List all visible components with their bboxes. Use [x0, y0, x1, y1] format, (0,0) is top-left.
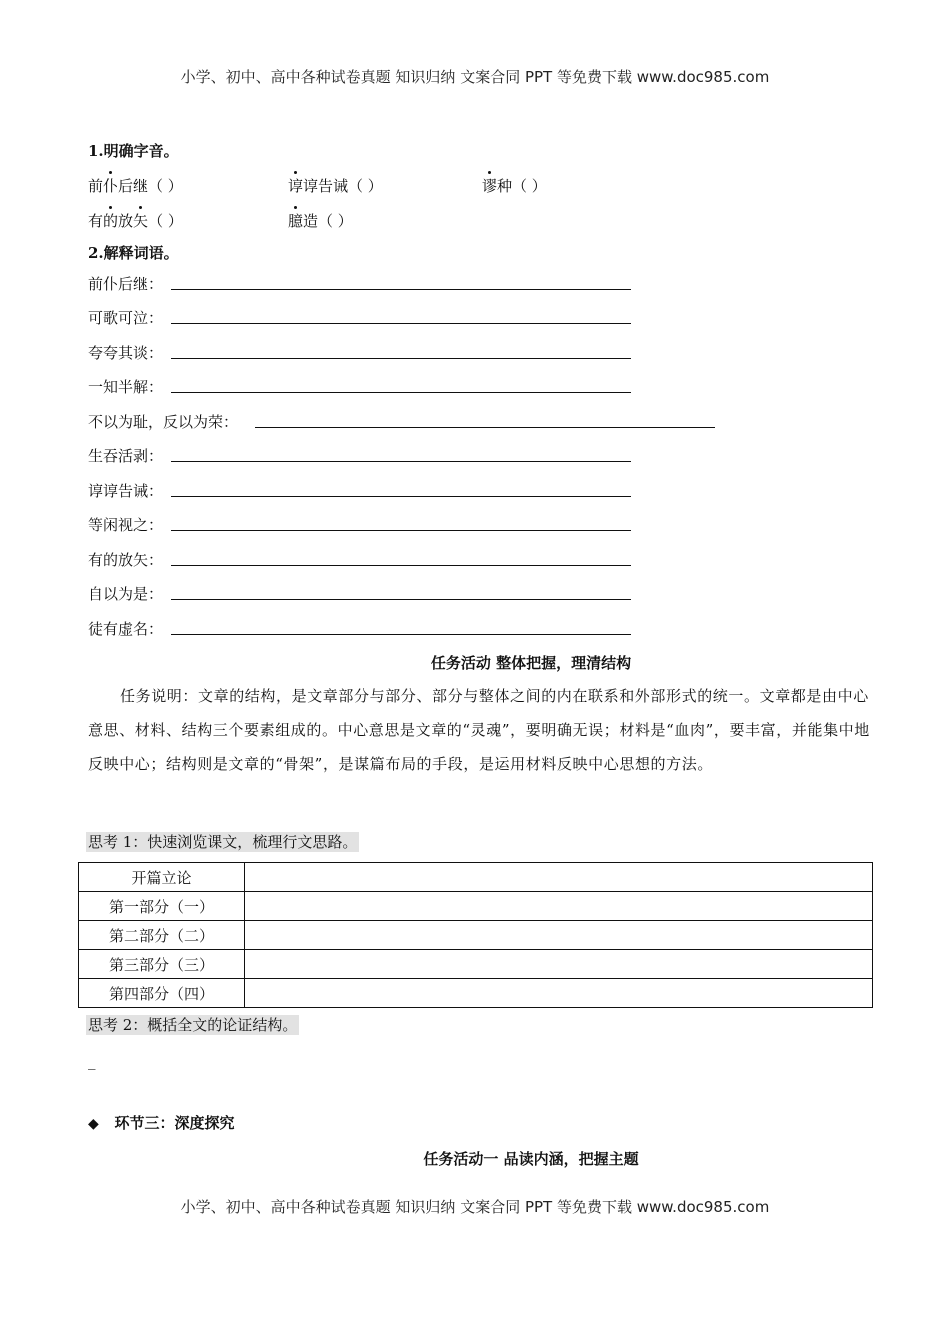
page-header: 小学、初中、高中各种试卷真题 知识归纳 文案合同 PPT 等免费下载 www.doc985.com	[180, 68, 770, 86]
term-label: 徒有虚名：	[88, 620, 164, 638]
answer-cell[interactable]	[245, 979, 873, 1008]
think-prompt-1: 思考 1：快速浏览课文，梳理行文思路。	[88, 833, 358, 851]
answer-cell[interactable]	[245, 892, 873, 921]
term-label: 谆谆告诫：	[88, 482, 164, 500]
section-heading-3: ◆ 环节三：深度探究	[88, 1114, 235, 1132]
answer-cell[interactable]	[245, 921, 873, 950]
answer-line[interactable]	[171, 289, 631, 290]
table-row	[79, 892, 873, 921]
answer-line[interactable]	[171, 496, 631, 497]
term-label: 夸夸其谈：	[88, 344, 164, 362]
answer-line[interactable]	[255, 427, 715, 428]
answer-line[interactable]	[171, 392, 631, 393]
table-row	[79, 921, 873, 950]
diamond-bullet-icon: ◆	[88, 1116, 99, 1132]
term-label: 一知半解：	[88, 378, 164, 396]
page-footer: 小学、初中、高中各种试卷真题 知识归纳 文案合同 PPT 等免费下载 www.doc985.com	[180, 1198, 770, 1216]
term-label: 等闲视之：	[88, 516, 164, 534]
task-activity-1-title: 任务活动一 品读内涵，把握主题	[423, 1150, 639, 1168]
row-label: 第三部分（三）	[79, 950, 245, 979]
pronunciation-item: 臆造（ ）	[288, 212, 353, 230]
row-label: 第四部分（四）	[79, 979, 245, 1008]
pronunciation-item: 谆谆告诫（ ）	[288, 177, 383, 195]
term-label: 可歌可泣：	[88, 309, 164, 327]
row-label: 开篇立论	[79, 863, 245, 892]
section-title-vocabulary: 2.解释词语。	[88, 244, 179, 262]
answer-cursor: _	[88, 1052, 96, 1070]
term-label: 有的放矢：	[88, 551, 164, 569]
term-label: 自以为是：	[88, 585, 164, 603]
task-description: 任务说明：文章的结构，是文章部分与部分、部分与整体之间的内在联系和外部形式的统一。文章都是由中心意思、材料、结构三个要素组成的。中心意思是文章的“灵魂”，要明确无误；材料是“血肉”，要丰富，并能集中地反映中心；结构则是文章的“骨架”，是谋篇布局的手段，是运用材料反映中心思想的方法。	[88, 687, 870, 773]
pronunciation-item: 前仆后继（ ）	[88, 177, 183, 195]
answer-cell[interactable]	[245, 950, 873, 979]
table-row	[79, 950, 873, 979]
task-title: 任务活动 整体把握，理清结构	[430, 654, 632, 672]
row-label: 第二部分（二）	[79, 921, 245, 950]
answer-cell[interactable]	[245, 863, 873, 892]
answer-line[interactable]	[171, 599, 631, 600]
term-label: 生吞活剥：	[88, 447, 164, 465]
pronunciation-item: 谬种（ ）	[482, 177, 547, 195]
answer-line[interactable]	[171, 323, 631, 324]
answer-line[interactable]	[171, 565, 631, 566]
think-prompt-2: 思考 2：概括全文的论证结构。	[88, 1016, 298, 1034]
answer-line[interactable]	[171, 634, 631, 635]
section-title-pronunciation: 1.明确字音。	[88, 142, 179, 160]
table-row	[79, 863, 873, 892]
term-label: 不以为耻，反以为荣：	[88, 413, 239, 431]
pronunciation-item: 有的放矢（ ）	[88, 212, 183, 230]
answer-line[interactable]	[171, 530, 631, 531]
term-label: 前仆后继：	[88, 275, 164, 293]
answer-line[interactable]	[171, 461, 631, 462]
table-row	[79, 979, 873, 1008]
row-label: 第一部分（一）	[79, 892, 245, 921]
answer-line[interactable]	[171, 358, 631, 359]
structure-table	[78, 862, 873, 1008]
